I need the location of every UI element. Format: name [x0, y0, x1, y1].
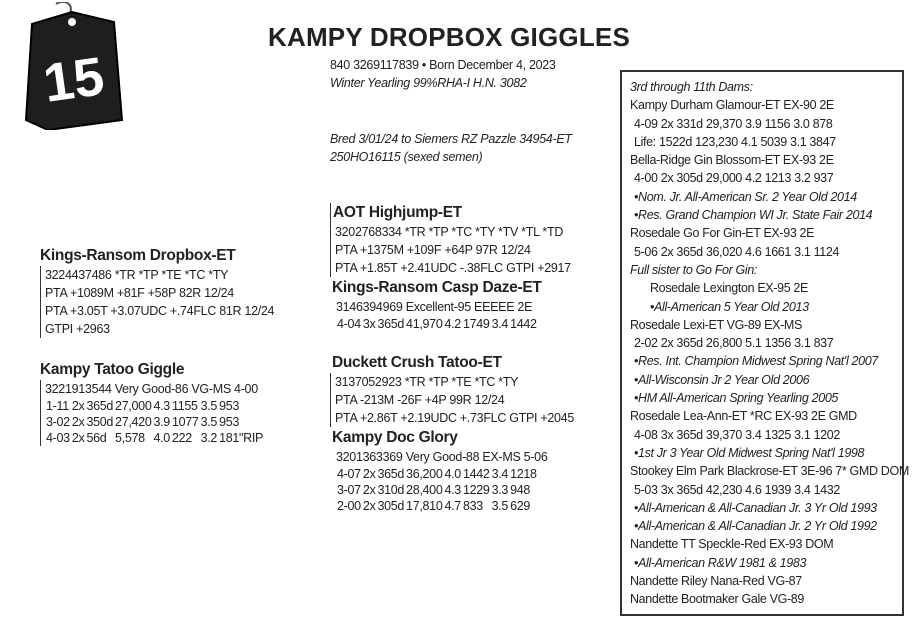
extended-dam-line: •1st Jr 3 Year Old Midwest Spring Nat'l 1998 — [634, 445, 865, 460]
sire-dam-block — [332, 278, 542, 332]
record-cell: 4-03 — [46, 431, 70, 445]
lot-number: 15 — [39, 46, 108, 114]
record-cell: 2x — [362, 483, 376, 497]
animal-info — [330, 56, 556, 92]
extended-dam-line: 5-03 3x 365d 42,230 4.6 1939 3.4 1432 — [634, 482, 840, 497]
record-cell: 310d — [377, 483, 405, 497]
dam-sire-line: PTA +2.86T +2.19UDC +.73FLC GTPI +2045 — [335, 411, 574, 425]
record-cell: 4.3 — [444, 483, 461, 497]
record-cell: 3.5 — [200, 415, 218, 429]
dam-records-table — [45, 398, 264, 446]
extended-dam-line: Rosedale Lexi-ET VG-89 EX-MS — [630, 317, 802, 332]
record-cell: 305d — [377, 499, 405, 513]
record-cell: 27,000 — [115, 399, 152, 413]
dam-line: 3221913544 Very Good-86 VG-MS 4-00 — [45, 382, 258, 396]
semen-line: 250HO16115 (sexed semen) — [330, 150, 483, 164]
sire-dam-records-table — [336, 316, 538, 332]
record-cell: 181"RIP — [219, 431, 264, 445]
extended-dam-line: •Res. Grand Champion WI Jr. State Fair 2014 — [634, 208, 873, 223]
dam-block — [40, 360, 264, 446]
sire-block — [40, 246, 274, 338]
record-cell: 2x — [71, 415, 85, 429]
record-cell: 3.4 — [491, 317, 509, 331]
record-cell: 4.3 — [153, 399, 170, 413]
sire-sire-line: PTA +1.85T +2.41UDC -.38FLC GTPI +2917 — [335, 261, 571, 275]
record-cell: 3-07 — [337, 483, 361, 497]
record-cell: 350d — [86, 415, 114, 429]
extended-dam-line: 4-00 2x 305d 29,000 4.2 1213 3.2 937 — [634, 171, 834, 186]
dam-dam-details — [332, 448, 547, 514]
extended-dam-line: 3rd through 11th Dams: — [630, 80, 753, 94]
dam-dam-name: Kampy Doc Glory — [332, 429, 458, 446]
dam-sire-line: 3137052923 *TR *TP *TE *TC *TY — [335, 375, 519, 389]
record-cell: 5,578 — [115, 431, 145, 445]
extended-dams-box — [620, 70, 909, 616]
record-cell: 3.2 — [200, 431, 218, 445]
dam-record-row — [45, 398, 264, 414]
sire-sire-details — [330, 223, 571, 277]
record-cell: 1155 — [171, 399, 198, 413]
tag-icon — [18, 2, 128, 130]
extended-dam-line: Bella-Ridge Gin Blossom-ET EX-93 2E — [630, 153, 834, 168]
extended-dam-line: 5-06 2x 365d 36,020 4.6 1661 3.1 1124 — [634, 244, 840, 259]
dam-sire-name: Duckett Crush Tatoo-ET — [332, 354, 502, 371]
extended-dam-line: 2-02 2x 365d 26,800 5.1 1356 3.1 837 — [634, 336, 834, 351]
record-cell: 1218 — [510, 467, 537, 481]
extended-dam-line: 4-09 2x 331d 29,370 3.9 1156 3.0 878 — [634, 116, 833, 131]
record-cell: 56d — [86, 431, 107, 445]
dam-sire-line: PTA -213M -26F +4P 99R 12/24 — [335, 393, 505, 407]
extended-dam-line: Rosedale Lexington EX-95 2E — [650, 281, 809, 296]
extended-dam-line: •All-American R&W 1981 & 1983 — [634, 555, 807, 570]
record-cell: 629 — [510, 499, 531, 513]
lot-number-tag — [18, 2, 128, 130]
extended-dam-line: Rosedale Go For Gin-ET EX-93 2E — [630, 226, 815, 241]
extended-dam-line: Stookey Elm Park Blackrose-ET 3E-96 7* GMD DOM — [630, 464, 909, 479]
record-cell: 365d — [377, 467, 405, 481]
dam-name: Kampy Tatoo Giggle — [40, 361, 185, 378]
extended-dam-line: Nandette TT Speckle-Red EX-93 DOM — [630, 537, 834, 552]
sire-line: PTA +1089M +81F +58P 82R 12/24 — [45, 286, 234, 300]
extended-dam-line: •All-American & All-Canadian Jr. 2 Yr Old 1992 — [634, 519, 877, 534]
dam-dam-record-row — [336, 482, 538, 498]
record-cell: 953 — [219, 415, 240, 429]
sire-line: PTA +3.05T +3.07UDC +.74FLC 81R 12/24 — [45, 304, 275, 318]
dam-sire-block — [330, 353, 574, 427]
sire-dam-line: 3146394969 Excellent-95 EEEEE 2E — [336, 300, 533, 314]
record-cell: 3.9 — [153, 415, 170, 429]
dam-details — [40, 380, 264, 446]
record-cell: 833 — [462, 499, 483, 513]
sire-sire-line: PTA +1375M +109F +64P 97R 12/24 — [335, 243, 531, 257]
record-cell: 28,400 — [406, 483, 443, 497]
sire-sire-line: 3202768334 *TR *TP *TC *TY *TV *TL *TD — [335, 225, 564, 239]
sire-dam-record-row — [336, 316, 538, 332]
record-cell: 4-07 — [337, 467, 361, 481]
sire-details — [40, 266, 274, 338]
record-cell: 3.4 — [491, 467, 509, 481]
animal-name-title: KAMPY DROPBOX GIGGLES — [268, 22, 630, 52]
record-cell: 1229 — [462, 483, 490, 497]
record-cell: 36,200 — [406, 467, 443, 481]
record-cell: 41,970 — [406, 317, 443, 331]
extended-dam-line: •Res. Int. Champion Midwest Spring Nat'l 2007 — [634, 354, 878, 369]
record-cell: 2-00 — [337, 499, 361, 513]
sire-dam-details — [332, 298, 542, 332]
registration-line: 840 3269117839 • Born December 4, 2023 — [330, 58, 556, 72]
record-cell: 3-02 — [46, 415, 70, 429]
sire-name: Kings-Ransom Dropbox-ET — [40, 247, 236, 264]
record-cell: 3.5 — [491, 499, 509, 513]
extended-dam-line: •HM All-American Spring Yearling 2005 — [634, 391, 839, 406]
record-cell: 948 — [510, 483, 531, 497]
record-cell: 2x — [71, 399, 85, 413]
record-cell: 2x — [362, 467, 376, 481]
record-cell: 4.2 — [444, 317, 461, 331]
extended-dam-line: •Nom. Jr. All-American Sr. 2 Year Old 2014 — [634, 189, 857, 204]
dam-record-row — [45, 414, 264, 430]
extended-dams-list — [630, 78, 909, 609]
record-cell: 4-04 — [337, 317, 361, 331]
record-cell: 1749 — [462, 317, 490, 331]
record-cell: 4.0 — [153, 431, 170, 445]
record-cell: 953 — [219, 399, 240, 413]
dam-dam-record-row — [336, 498, 538, 514]
record-cell: 3x — [362, 317, 376, 331]
dam-dam-block — [332, 428, 547, 514]
dam-dam-record-row — [336, 466, 538, 482]
sire-sire-block — [330, 203, 571, 277]
record-cell: 1077 — [171, 415, 199, 429]
sire-dam-name: Kings-Ransom Casp Daze-ET — [332, 279, 542, 296]
extended-dam-line: 4-08 3x 365d 39,370 3.4 1325 3.1 1202 — [634, 427, 840, 442]
breeding-info — [330, 130, 572, 166]
extended-dam-line: Rosedale Lea-Ann-ET *RC EX-93 2E GMD — [630, 409, 857, 424]
record-cell: 1442 — [462, 467, 490, 481]
record-cell: 17,810 — [406, 499, 443, 513]
record-cell: 3.5 — [200, 399, 218, 413]
record-cell: 365d — [86, 399, 114, 413]
extended-dam-line: Nandette Bootmaker Gale VG-89 — [630, 592, 804, 607]
record-cell: 2x — [71, 431, 85, 445]
sire-line: GTPI +2963 — [45, 322, 110, 336]
bred-line: Bred 3/01/24 to Siemers RZ Pazzle 34954-ET — [330, 132, 572, 146]
record-cell: 222 — [171, 431, 192, 445]
record-cell: 27,420 — [115, 415, 152, 429]
record-cell: 365d — [377, 317, 405, 331]
dam-dam-line: 3201363369 Very Good-88 EX-MS 5-06 — [336, 450, 548, 464]
sire-sire-name: AOT Highjump-ET — [330, 203, 571, 223]
record-cell: 4.7 — [444, 499, 461, 513]
extended-dam-line: •All-American & All-Canadian Jr. 3 Yr Old 1993 — [634, 500, 877, 515]
extended-dam-line: Nandette Riley Nana-Red VG-87 — [630, 574, 802, 589]
record-cell: 2x — [362, 499, 376, 513]
sire-line: 3224437486 *TR *TP *TE *TC *TY — [45, 268, 229, 282]
extended-dam-line: •All-Wisconsin Jr 2 Year Old 2006 — [634, 372, 810, 387]
dam-record-row — [45, 430, 264, 446]
dam-dam-records-table — [336, 466, 538, 514]
extended-dam-line: Kampy Durham Glamour-ET EX-90 2E — [630, 98, 834, 113]
record-cell: 1-11 — [46, 399, 69, 413]
extended-dam-line: Life: 1522d 123,230 4.1 5039 3.1 3847 — [634, 134, 836, 149]
class-line: Winter Yearling 99%RHA-I H.N. 3082 — [330, 76, 527, 90]
record-cell: 1442 — [510, 317, 537, 331]
extended-dam-line: •All-American 5 Year Old 2013 — [650, 299, 809, 314]
record-cell: 4.0 — [444, 467, 461, 481]
record-cell: 3.3 — [491, 483, 509, 497]
dam-sire-details — [330, 373, 574, 427]
extended-dam-line: Full sister to Go For Gin: — [630, 262, 758, 277]
